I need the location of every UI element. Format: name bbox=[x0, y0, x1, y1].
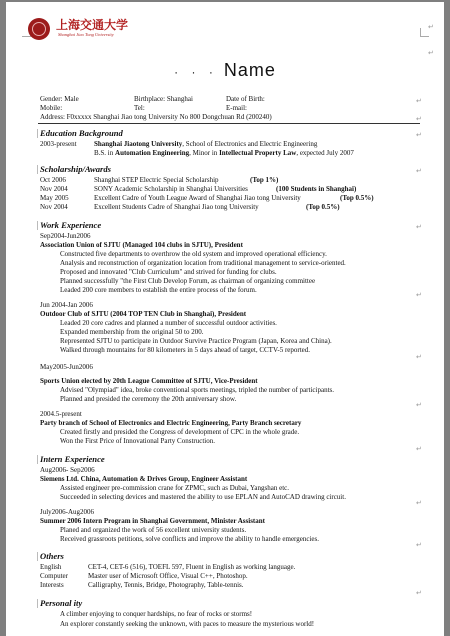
intern-bullet: Assisted engineer pre-commission crane for ZPMC, such as Dubai, Yangshan etc. bbox=[60, 484, 290, 492]
tel: Tel: bbox=[134, 104, 145, 112]
university-seal-icon bbox=[28, 18, 50, 40]
intern-title: Siemens Ltd. China, Automation & Drives Group, Engineer Assistant bbox=[40, 475, 248, 483]
work-heading: Work Experience bbox=[40, 220, 102, 230]
others-label: Computer bbox=[40, 572, 68, 580]
scholarship-note: (Top 0.5%) bbox=[306, 203, 340, 211]
others-text: CET-4, CET-6 (516), TOEFL 597, Fluent in English as working language. bbox=[88, 563, 296, 571]
intern-bullet: Planed and organized the work of 56 excellent university students. bbox=[60, 526, 247, 534]
scholarship-text: Excellent Cadre of Youth League Award of Shanghai Jiao tong University bbox=[94, 194, 301, 202]
birthplace: Birthplace: Shanghai bbox=[134, 95, 193, 103]
intern-title: Summer 2006 Intern Program in Shanghai Government, Minister Assistant bbox=[40, 517, 265, 525]
work-bullet: Leaded 20 core cadres and planned a number of successful outdoor activities. bbox=[60, 319, 277, 327]
intern-heading: Intern Experience bbox=[40, 454, 105, 464]
work-bullet: Planned and presided the ceremony the 20th anniversary show. bbox=[60, 395, 237, 403]
intern-bullet: Received grassroots petitions, solve conflicts and improve the ability to handle emergencies. bbox=[60, 535, 319, 543]
scholarship-date: Nov 2004 bbox=[40, 185, 68, 193]
logo-english-text: Shanghai Jiao Tong University bbox=[58, 32, 114, 37]
work-date: 2004.5-present bbox=[40, 410, 82, 418]
work-bullet: Advised "Olympiad" idea, broke conventional sports meetings, tripled the number of participants. bbox=[60, 386, 334, 394]
gender: Gender: Male bbox=[40, 95, 79, 103]
work-bullet: Planned successfully "the First Club Develop Forum, as chairman of organizing committee bbox=[60, 277, 316, 285]
personality-bullet: An explorer constantly seeking the unknown, with paces to measure the mysterious world! bbox=[60, 620, 315, 628]
others-text: Calligraphy, Tennis, Bridge, Photography, Table-tennis. bbox=[88, 581, 244, 589]
work-bullet: Analysis and reconstruction of organization location from traditional management to service-oriented. bbox=[60, 259, 346, 267]
education-degree: B.S. in Automation Engineering, Minor in Intellectual Property Law, expected July 2007 bbox=[94, 149, 354, 157]
work-bullet: Constructed five departments to overthrow the old system and improved operational efficiency. bbox=[60, 250, 327, 258]
work-title: Outdoor Club of SJTU (2004 TOP TEN Club in Shanghai), President bbox=[40, 310, 247, 318]
intern-date: July2006-Aug2006 bbox=[40, 508, 95, 516]
work-bullet: Won the First Price of Innovational Party Construction. bbox=[60, 437, 215, 445]
name-text: Name bbox=[223, 60, 276, 80]
date-of-birth: Date of Birth: bbox=[226, 95, 265, 103]
work-title: Sports Union elected by 20th League Committee of SJTU, Vice-President bbox=[40, 377, 258, 385]
others-heading: Others bbox=[40, 551, 64, 561]
personality-heading: Personal ity bbox=[40, 598, 83, 608]
work-bullet: Expanded membership from the original 50 to 200. bbox=[60, 328, 204, 336]
document-page: ↵ ↵ 上海交通大学 Shanghai Jiao Tong University · · · Name Gender: Male Birthplace: Shanghai Date of Birth: Mobile: Tel: E-mail: Address: F0xxxxx Shanghai Jiao tong University No 800 Dongchuan Rd (200240) Education Background 2003-present Shanghai Jiaotong University, School of Electronics and Electric Engineering B.S. in Automation Engineering, Minor in Intellectual Property Law, expected July 2007 Scholarship/Awards Oct 2006 Shanghai STEP Electric Special Scholarship (Top 1%) Nov 2004 SONY Academic Scholarship in Shanghai Universities (100 Students in Shanghai) May 2005 Excellent Cadre of Youth League Award of Shanghai Jiao tong University (Top 0.5%) Nov 2004 Excellent Students Cadre of Shanghai Jiao tong University (Top 0.5%) Work Experience Sep2004-Jun2006 Association Union of SJTU (Managed 104 clubs in SJTU), President Constructed five departments to overthrow the old system and improved operational efficiency. Analysis and reconstruction of organization location from traditional management to service-oriented. Proposed and innovated "Club Curriculum" and strived for funding for clubs. Planned successfully "the First Club Develop Forum, as chairman of organizing committee Leaded 200 core members to establish the entire process of the forum. Jun 2004-Jan 2006 Outdoor Club of SJTU (2004 TOP TEN Club in Shanghai), President Leaded 20 core cadres and planned a number of successful outdoor activities. Expanded membership from the original 50 to 200. Represented SJTU to participate in Outdoor Survive Practice Program (Japan, Korea and China). Walked through mountains for 80 kilometers in 5 days ahead of target, CCTV-5 reported. May2005-Jun2006 Sports Union elected by 20th League Committee of SJTU, Vice-President Advised "Olympiad" idea, broke conventional sports meetings, tripled the number of participants. Planned and presided the ceremony the 20th anniversary show. 2004.5-present Party branch of School of Electronics and Electric Engineering, Party Branch secretary Created firstly and presided the Congress of development of CPC in the whole grade. Won the First Price of Innovational Party Construction. Intern Experience Aug2006- Sep2006 Siemens Ltd. China, Automation & Drives Group, Engineer Assistant Assisted engineer pre-commission crane for ZPMC, such as Dubai, Yangshan etc. Succeeded in selecting devices and mastered the ability to use EPLAN and AutoCAD drawing circuit. July2006-Aug2006 Summer 2006 Intern Program in Shanghai Government, Minister Assistant Planed and organized the work of 56 excellent university students. Received grassroots petitions, solve conflicts and improve the ability to handle emergencies. Others English CET-4, CET-6 (516), TOEFL 597, Fluent in English as working language. Computer Master user of Microsoft Office, Visual C++, Photoshop. Interests Calligraphy, Tennis, Bridge, Photography, Table-tennis. Personal ity A climber enjoying to conquer hardships, no fear of rocks or storms! An explorer constantly seeking the unknown, with paces to measure the mysterious world! ↵ ↵ ↵ ↵ ↵ ↵ ↵ ↵ ↵ ↵ ↵ ↵ bbox=[6, 2, 444, 636]
personality-bullet: A climber enjoying to conquer hardships, no fear of rocks or storms! bbox=[60, 610, 253, 618]
work-title: Association Union of SJTU (Managed 104 clubs in SJTU), President bbox=[40, 241, 243, 249]
header-rule bbox=[38, 123, 420, 124]
scholarship-text: Excellent Students Cadre of Shanghai Jiao tong University bbox=[94, 203, 259, 211]
mobile: Mobile: bbox=[40, 104, 63, 112]
work-bullet: Represented SJTU to participate in Outdoor Survive Practice Program (Japan, Korea and China). bbox=[60, 337, 332, 345]
education-date: 2003-present bbox=[40, 140, 77, 148]
intern-bullet: Succeeded in selecting devices and mastered the ability to use EPLAN and AutoCAD drawing circuit. bbox=[60, 493, 346, 501]
work-bullet: Leaded 200 core members to establish the entire process of the forum. bbox=[60, 286, 257, 294]
scholarship-note: (Top 0.5%) bbox=[340, 194, 374, 202]
scholarship-text: SONY Academic Scholarship in Shanghai Universities bbox=[94, 185, 248, 193]
work-date: Sep2004-Jun2006 bbox=[40, 232, 91, 240]
others-label: Interests bbox=[40, 581, 64, 589]
scholarship-note: (Top 1%) bbox=[250, 176, 279, 184]
intern-date: Aug2006- Sep2006 bbox=[40, 466, 95, 474]
scholarship-note: (100 Students in Shanghai) bbox=[276, 185, 357, 193]
scholarship-heading: Scholarship/Awards bbox=[40, 164, 112, 174]
work-bullet: Proposed and innovated "Club Curriculum" and strived for funding for clubs. bbox=[60, 268, 277, 276]
address: Address: F0xxxxx Shanghai Jiao tong University No 800 Dongchuan Rd (200240) bbox=[40, 113, 272, 121]
scholarship-text: Shanghai STEP Electric Special Scholarship bbox=[94, 176, 219, 184]
work-bullet: Created firstly and presided the Congress of development of CPC in the whole grade. bbox=[60, 428, 300, 436]
scholarship-date: Oct 2006 bbox=[40, 176, 66, 184]
education-heading: Education Background bbox=[40, 128, 123, 138]
email: E-mail: bbox=[226, 104, 247, 112]
scholarship-date: May 2005 bbox=[40, 194, 69, 202]
work-bullet: Walked through mountains for 80 kilometers in 5 days ahead of target, CCTV-5 reported. bbox=[60, 346, 311, 354]
work-date: Jun 2004-Jan 2006 bbox=[40, 301, 93, 309]
education-school: Shanghai Jiaotong University, School of Electronics and Electric Engineering bbox=[94, 140, 318, 148]
work-date: May2005-Jun2006 bbox=[40, 363, 93, 371]
name-dots: · · · bbox=[174, 65, 218, 79]
resume-name bbox=[6, 60, 444, 81]
others-text: Master user of Microsoft Office, Visual C++, Photoshop. bbox=[88, 572, 248, 580]
work-title: Party branch of School of Electronics and Electric Engineering, Party Branch secretary bbox=[40, 419, 302, 427]
scholarship-date: Nov 2004 bbox=[40, 203, 68, 211]
logo-chinese-text: 上海交通大学 bbox=[56, 18, 129, 32]
others-label: English bbox=[40, 563, 62, 571]
